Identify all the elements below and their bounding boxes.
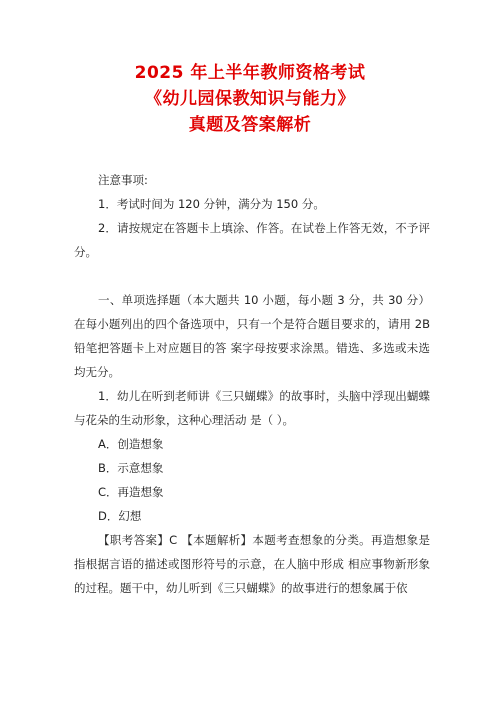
section-1-intro: 一、单项选择题（本大题共 10 小题，每小题 3 分，共 30 分）在每小题列出的四个备选项中，只有一个是符合题目要求的，请用 2B 铅笔把答题卡上对应题目的答 案字母按要求涂黑。错选、多选或未选均无分。 [74, 293, 430, 379]
question-1-option-c: C．再造想象 [98, 485, 164, 499]
title-line-1: 2025 年上半年教师资格考试 [134, 63, 366, 83]
title-line-2: 《幼儿园保教知识与能力》 [145, 89, 355, 109]
question-1-option-a: A．创造想象 [98, 437, 164, 451]
question-1-option-b: B．示意想象 [98, 461, 164, 475]
question-1-option-d: D．幻想 [98, 509, 142, 523]
title-line-3: 真题及答案解析 [188, 115, 312, 135]
question-1-answer: 【职考答案】C 【本题解析】本题考查想象的分类。再造想象是指根据言语的描述或图形符号的示意，在人脑中形成 相应事物新形象的过程。题干中，幼儿听到《三只蝴蝶》的故事进行的想象属于依 [74, 533, 430, 595]
question-1-stem: 1．幼儿在听到老师讲《三只蝴蝶》的故事时，头脑中浮现出蝴蝶与花朵的生动形象，这种心理活动 是（ ）。 [74, 389, 430, 427]
notes-item-1: 1．考试时间为 120 分钟，满分为 150 分。 [98, 197, 325, 211]
document-title [0, 60, 500, 138]
notes-item-2: 2．请按规定在答题卡上填涂、作答。在试卷上作答无效，不予评分。 [74, 221, 430, 259]
paragraph-gap [74, 264, 430, 288]
document-body [74, 168, 430, 600]
notes-heading: 注意事项: [98, 173, 148, 187]
